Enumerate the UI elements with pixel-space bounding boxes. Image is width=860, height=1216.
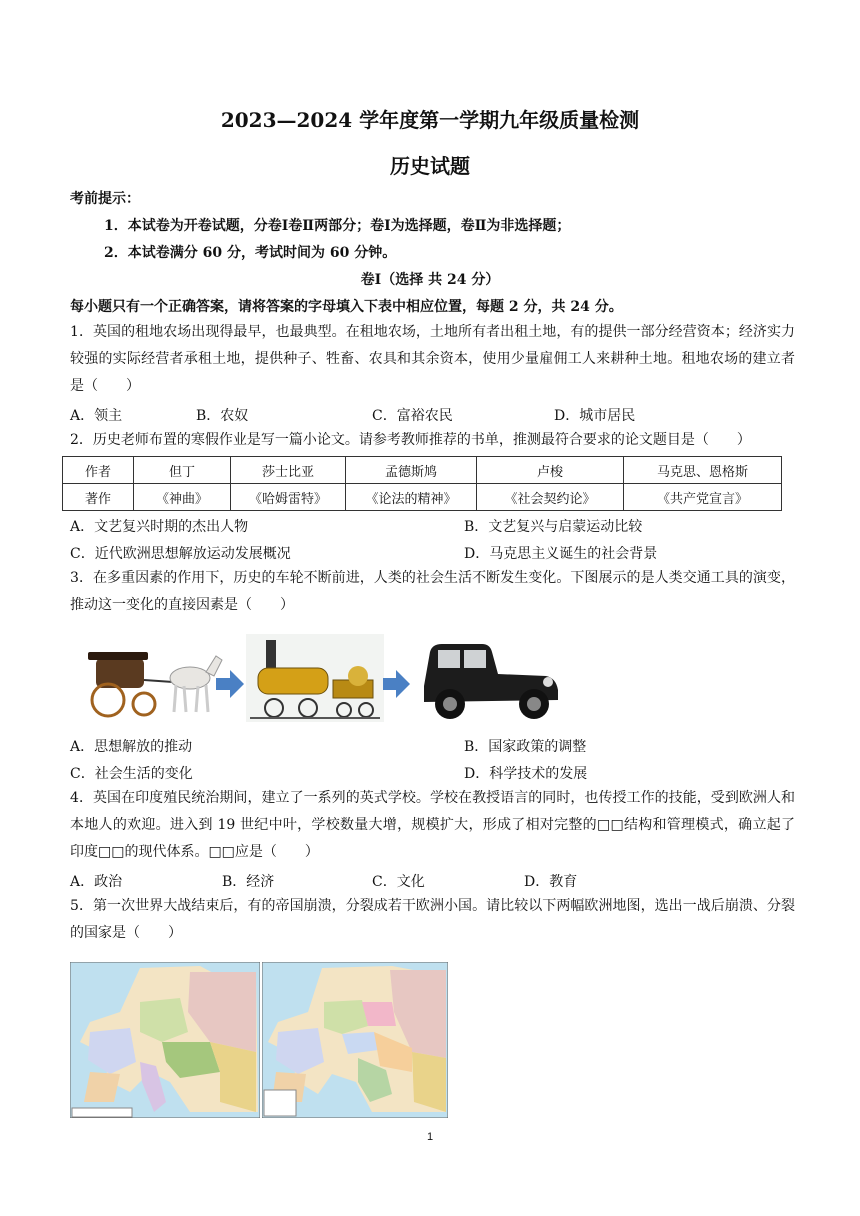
table-row	[63, 457, 782, 484]
table-cell: 孟德斯鸠	[346, 457, 477, 484]
q4-option-a[interactable]: A．政治	[70, 874, 123, 890]
automobile-image	[424, 644, 558, 719]
q1-option-a[interactable]: A．领主	[70, 408, 123, 424]
q1-option-c[interactable]: C．富裕农民	[372, 408, 453, 424]
arrow-icon	[216, 670, 244, 698]
table-cell: 作者	[63, 457, 134, 484]
q3-option-d[interactable]: D．科学技术的发展	[464, 766, 588, 782]
table-cell: 卢梭	[477, 457, 624, 484]
section-instruction: 每小题只有一个正确答案，请将答案的字母填入下表中相应位置，每题 2 分，共 24 分。	[70, 299, 623, 315]
question-5-stem: 5．第一次世界大战结束后，有的帝国崩溃，分裂成若干欧洲小国。请比较以下两幅欧洲地图，选出一战后崩溃、分裂的国家是（ ）	[70, 898, 795, 941]
table-cell: 《哈姆雷特》	[231, 484, 346, 511]
exam-title: 2023—2024 学年度第一学期九年级质量检测	[220, 108, 640, 132]
question-2-options-row2	[70, 543, 795, 565]
table-cell: 但丁	[134, 457, 231, 484]
table-cell: 《论法的精神》	[346, 484, 477, 511]
q3-option-b[interactable]: B．国家政策的调整	[464, 739, 587, 755]
q1-option-d[interactable]: D．城市居民	[554, 408, 636, 424]
notice-item-2: 2．本试卷满分 60 分，考试时间为 60 分钟。	[104, 245, 397, 261]
table-cell: 《共产党宣言》	[624, 484, 782, 511]
europe-map-prewar	[70, 962, 260, 1118]
question-2-options-row1	[70, 516, 795, 538]
transport-evolution-figure	[78, 630, 578, 725]
notice-item-1: 1．本试卷为开卷试题，分卷Ⅰ卷Ⅱ两部分；卷Ⅰ为选择题，卷Ⅱ为非选择题；	[104, 218, 571, 234]
question-3-options-row1	[70, 736, 795, 758]
q2-option-d[interactable]: D．马克思主义诞生的社会背景	[464, 546, 658, 562]
q2-option-c[interactable]: C．近代欧洲思想解放运动发展概况	[70, 546, 291, 562]
arrow-icon	[383, 670, 410, 698]
section-title: 卷Ⅰ（选择 共 24 分）	[360, 272, 500, 288]
horse-carriage-image	[88, 652, 222, 716]
table-cell: 《社会契约论》	[477, 484, 624, 511]
exam-subject: 历史试题	[390, 154, 470, 178]
question-4-options	[70, 871, 795, 893]
question-3-stem: 3．在多重因素的作用下，历史的车轮不断前进，人类的社会生活不断发生变化。下图展示的是人类交通工具的演变，推动这一变化的直接因素是（ ）	[70, 570, 795, 613]
table-cell: 莎士比亚	[231, 457, 346, 484]
table-cell: 马克思、恩格斯	[624, 457, 782, 484]
q4-option-c[interactable]: C．文化	[372, 874, 425, 890]
table-row	[63, 484, 782, 511]
notice-label: 考前提示：	[70, 191, 140, 207]
table-cell: 《神曲》	[134, 484, 231, 511]
question-3-options-row2	[70, 763, 795, 785]
europe-map-postwar	[262, 962, 448, 1118]
page-number: 1	[426, 1131, 434, 1143]
q1-option-b[interactable]: B．农奴	[196, 408, 249, 424]
q4-option-d[interactable]: D．教育	[524, 874, 578, 890]
table-cell: 著作	[63, 484, 134, 511]
question-1-options	[70, 405, 795, 427]
book-list-table	[62, 456, 782, 511]
q4-option-b[interactable]: B．经济	[222, 874, 275, 890]
question-4-stem: 4．英国在印度殖民统治期间，建立了一系列的英式学校。学校在教授语言的同时，也传授工作的技能，受到欧洲人和本地人的欢迎。进入到 19 世纪中叶，学校数量大增，规模扩大，形成了相对完整的□□结构和管理模式，确立起了印度□□的现代体系。□□应是（ ）	[70, 790, 795, 860]
question-2-stem: 2．历史老师布置的寒假作业是写一篇小论文。请参考教师推荐的书单，推测最符合要求的论文题目是（ ）	[70, 432, 751, 448]
q3-option-c[interactable]: C．社会生活的变化	[70, 766, 193, 782]
q3-option-a[interactable]: A．思想解放的推动	[70, 739, 193, 755]
q2-option-b[interactable]: B．文艺复兴与启蒙运动比较	[464, 519, 643, 535]
question-1-stem: 1．英国的租地农场出现得最早，也最典型。在租地农场，土地所有者出租土地，有的提供一部分经营资本；经济实力较强的实际经营者承租土地，提供种子、牲畜、农具和其余资本，使用少量雇佣工人来耕种土地。租地农场的建立者是（ ）	[70, 324, 795, 394]
q2-option-a[interactable]: A．文艺复兴时期的杰出人物	[70, 519, 249, 535]
steam-locomotive-image	[246, 634, 384, 722]
